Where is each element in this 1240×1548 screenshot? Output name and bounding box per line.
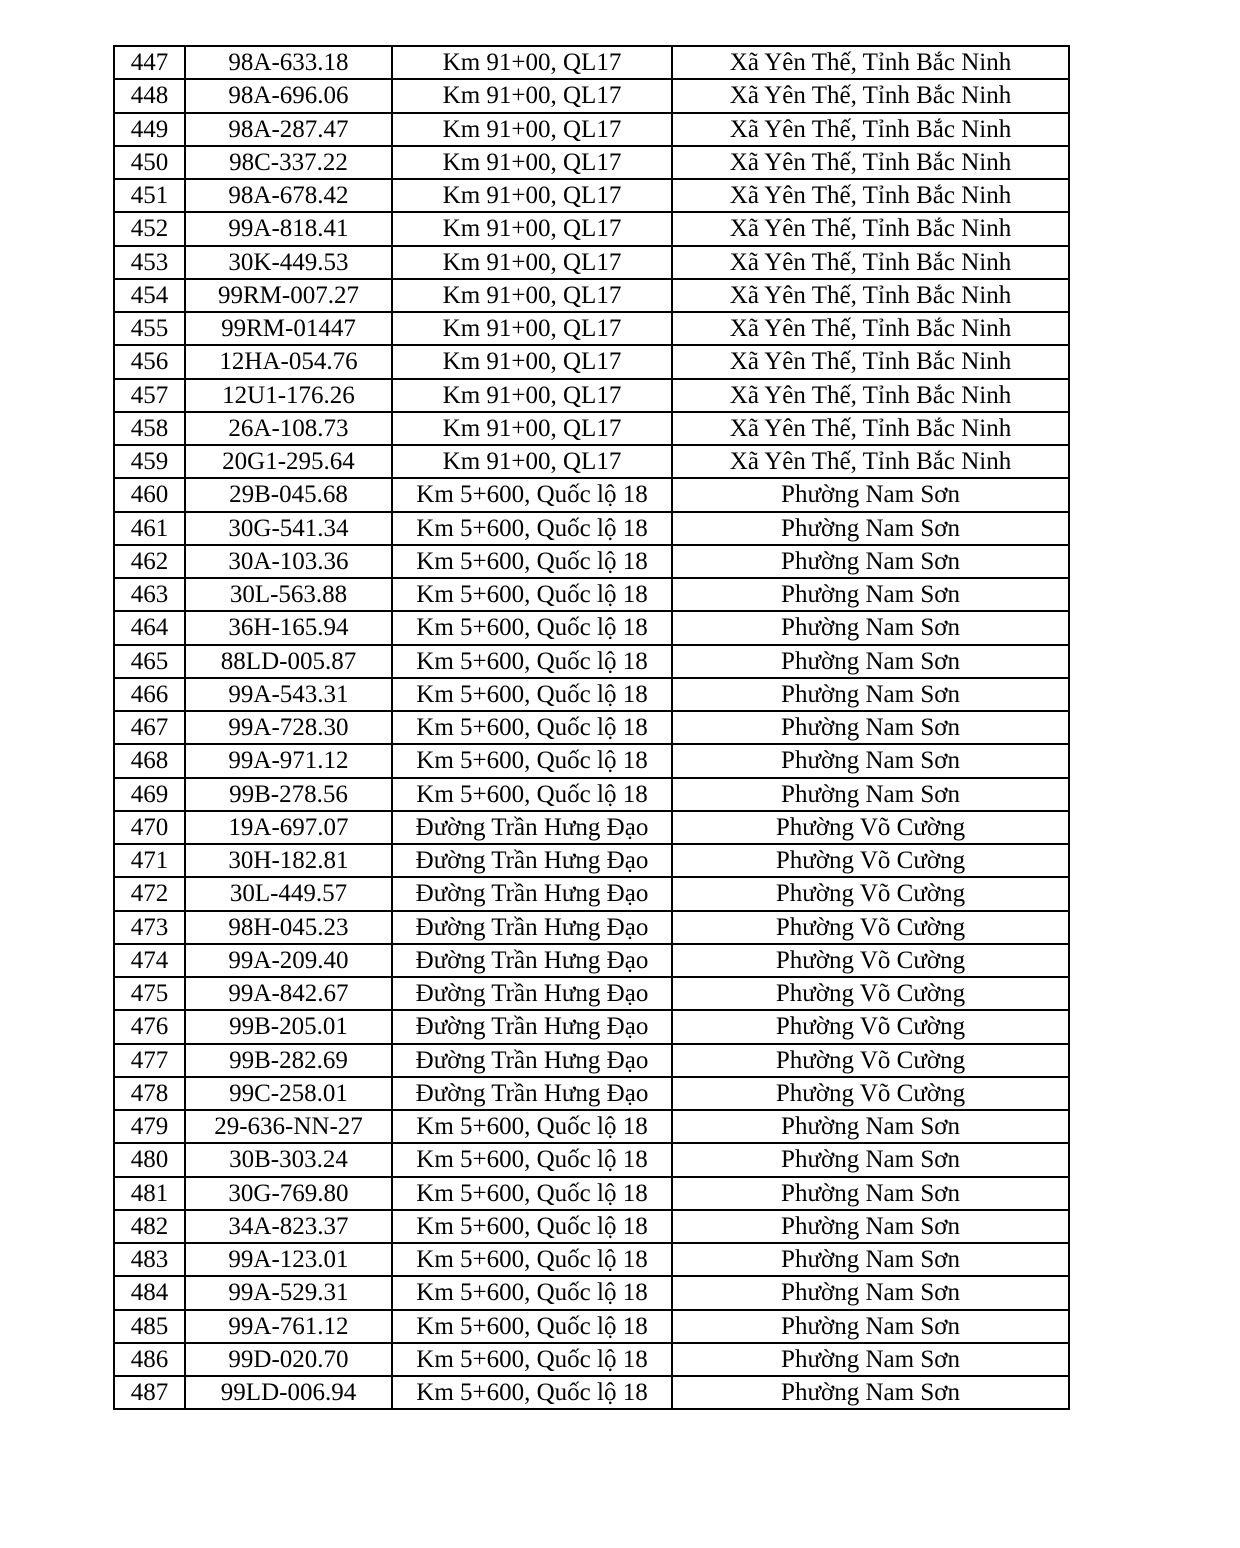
- table-row: [114, 645, 1069, 678]
- license-plate-cell: 99RM-007.27: [185, 279, 392, 312]
- ward-cell: Xã Yên Thế, Tỉnh Bắc Ninh: [672, 312, 1069, 345]
- violation-location-cell: Km 91+00, QL17: [392, 445, 672, 478]
- row-number-cell: 465: [114, 645, 185, 678]
- table-row: [114, 1343, 1069, 1376]
- license-plate-cell: 99B-282.69: [185, 1044, 392, 1077]
- row-number-cell: 483: [114, 1243, 185, 1276]
- ward-cell: Phường Nam Sơn: [672, 1110, 1069, 1143]
- row-number-cell: 452: [114, 212, 185, 245]
- table-row: [114, 911, 1069, 944]
- violation-location-cell: Km 5+600, Quốc lộ 18: [392, 1276, 672, 1309]
- violation-location-cell: Km 5+600, Quốc lộ 18: [392, 645, 672, 678]
- license-plate-cell: 99RM-01447: [185, 312, 392, 345]
- violation-location-cell: Km 5+600, Quốc lộ 18: [392, 778, 672, 811]
- ward-cell: Phường Nam Sơn: [672, 744, 1069, 777]
- license-plate-cell: 99A-543.31: [185, 678, 392, 711]
- ward-cell: Phường Võ Cường: [672, 1010, 1069, 1043]
- violation-location-cell: Đường Trần Hưng Đạo: [392, 877, 672, 910]
- license-plate-cell: 26A-108.73: [185, 412, 392, 445]
- table-row: [114, 1376, 1069, 1409]
- table-row: [114, 1077, 1069, 1110]
- row-number-cell: 473: [114, 911, 185, 944]
- license-plate-cell: 99A-123.01: [185, 1243, 392, 1276]
- row-number-cell: 450: [114, 146, 185, 179]
- row-number-cell: 459: [114, 445, 185, 478]
- table-row: [114, 279, 1069, 312]
- row-number-cell: 448: [114, 79, 185, 112]
- row-number-cell: 454: [114, 279, 185, 312]
- license-plate-cell: 30A-103.36: [185, 545, 392, 578]
- row-number-cell: 462: [114, 545, 185, 578]
- license-plate-cell: 99A-842.67: [185, 977, 392, 1010]
- violation-location-cell: Km 91+00, QL17: [392, 412, 672, 445]
- ward-cell: Xã Yên Thế, Tỉnh Bắc Ninh: [672, 46, 1069, 79]
- license-plate-cell: 30K-449.53: [185, 246, 392, 279]
- table-row: [114, 512, 1069, 545]
- ward-cell: Phường Võ Cường: [672, 1077, 1069, 1110]
- row-number-cell: 478: [114, 1077, 185, 1110]
- row-number-cell: 487: [114, 1376, 185, 1409]
- license-plate-cell: 99A-761.12: [185, 1310, 392, 1343]
- violation-location-cell: Km 91+00, QL17: [392, 345, 672, 378]
- ward-cell: Phường Nam Sơn: [672, 711, 1069, 744]
- table-row: [114, 1276, 1069, 1309]
- license-plate-cell: 98A-287.47: [185, 113, 392, 146]
- violation-location-cell: Km 91+00, QL17: [392, 179, 672, 212]
- ward-cell: Phường Nam Sơn: [672, 512, 1069, 545]
- violation-location-cell: Km 5+600, Quốc lộ 18: [392, 545, 672, 578]
- table-row: [114, 1110, 1069, 1143]
- ward-cell: Xã Yên Thế, Tỉnh Bắc Ninh: [672, 379, 1069, 412]
- violation-location-cell: Đường Trần Hưng Đạo: [392, 1010, 672, 1043]
- license-plate-cell: 19A-697.07: [185, 811, 392, 844]
- violation-location-cell: Km 91+00, QL17: [392, 279, 672, 312]
- ward-cell: Phường Nam Sơn: [672, 1276, 1069, 1309]
- row-number-cell: 474: [114, 944, 185, 977]
- ward-cell: Phường Nam Sơn: [672, 1210, 1069, 1243]
- violation-location-cell: Đường Trần Hưng Đạo: [392, 1044, 672, 1077]
- row-number-cell: 475: [114, 977, 185, 1010]
- table-row: [114, 46, 1069, 79]
- row-number-cell: 470: [114, 811, 185, 844]
- license-plate-cell: 30G-541.34: [185, 512, 392, 545]
- license-plate-cell: 99B-205.01: [185, 1010, 392, 1043]
- table-row: [114, 678, 1069, 711]
- row-number-cell: 481: [114, 1177, 185, 1210]
- ward-cell: Phường Võ Cường: [672, 877, 1069, 910]
- row-number-cell: 457: [114, 379, 185, 412]
- license-plate-cell: 30B-303.24: [185, 1143, 392, 1176]
- table-row: [114, 578, 1069, 611]
- table-row: [114, 811, 1069, 844]
- ward-cell: Phường Võ Cường: [672, 977, 1069, 1010]
- row-number-cell: 458: [114, 412, 185, 445]
- ward-cell: Xã Yên Thế, Tỉnh Bắc Ninh: [672, 113, 1069, 146]
- row-number-cell: 472: [114, 877, 185, 910]
- violation-location-cell: Km 91+00, QL17: [392, 113, 672, 146]
- row-number-cell: 464: [114, 611, 185, 644]
- table-row: [114, 844, 1069, 877]
- table-row: [114, 478, 1069, 511]
- row-number-cell: 480: [114, 1143, 185, 1176]
- ward-cell: Xã Yên Thế, Tỉnh Bắc Ninh: [672, 279, 1069, 312]
- ward-cell: Phường Võ Cường: [672, 844, 1069, 877]
- violation-location-cell: Km 91+00, QL17: [392, 312, 672, 345]
- violation-location-cell: Km 5+600, Quốc lộ 18: [392, 611, 672, 644]
- table-row: [114, 711, 1069, 744]
- table-row: [114, 1177, 1069, 1210]
- row-number-cell: 467: [114, 711, 185, 744]
- license-plate-cell: 20G1-295.64: [185, 445, 392, 478]
- violation-location-cell: Km 91+00, QL17: [392, 146, 672, 179]
- license-plate-cell: 98A-696.06: [185, 79, 392, 112]
- ward-cell: Phường Nam Sơn: [672, 778, 1069, 811]
- row-number-cell: 461: [114, 512, 185, 545]
- violation-location-cell: Đường Trần Hưng Đạo: [392, 844, 672, 877]
- license-plate-cell: 30H-182.81: [185, 844, 392, 877]
- license-plate-cell: 98C-337.22: [185, 146, 392, 179]
- table-row: [114, 212, 1069, 245]
- license-plate-cell: 99C-258.01: [185, 1077, 392, 1110]
- row-number-cell: 456: [114, 345, 185, 378]
- ward-cell: Phường Võ Cường: [672, 1044, 1069, 1077]
- violation-location-cell: Km 5+600, Quốc lộ 18: [392, 1143, 672, 1176]
- ward-cell: Phường Võ Cường: [672, 911, 1069, 944]
- license-plate-cell: 12U1-176.26: [185, 379, 392, 412]
- ward-cell: Xã Yên Thế, Tỉnh Bắc Ninh: [672, 246, 1069, 279]
- row-number-cell: 455: [114, 312, 185, 345]
- table-row: [114, 379, 1069, 412]
- license-plate-cell: 99A-971.12: [185, 744, 392, 777]
- table-row: [114, 412, 1069, 445]
- row-number-cell: 451: [114, 179, 185, 212]
- violation-location-cell: Đường Trần Hưng Đạo: [392, 811, 672, 844]
- violation-location-cell: Km 5+600, Quốc lộ 18: [392, 1243, 672, 1276]
- row-number-cell: 479: [114, 1110, 185, 1143]
- license-plate-cell: 98A-633.18: [185, 46, 392, 79]
- table-row: [114, 778, 1069, 811]
- table-row: [114, 146, 1069, 179]
- row-number-cell: 486: [114, 1343, 185, 1376]
- license-plate-cell: 99A-209.40: [185, 944, 392, 977]
- violation-location-cell: Km 5+600, Quốc lộ 18: [392, 1310, 672, 1343]
- ward-cell: Phường Nam Sơn: [672, 1177, 1069, 1210]
- table-row: [114, 1310, 1069, 1343]
- table-row: [114, 1143, 1069, 1176]
- table-row: [114, 445, 1069, 478]
- row-number-cell: 485: [114, 1310, 185, 1343]
- ward-cell: Xã Yên Thế, Tỉnh Bắc Ninh: [672, 445, 1069, 478]
- row-number-cell: 447: [114, 46, 185, 79]
- table-row: [114, 246, 1069, 279]
- table-row: [114, 179, 1069, 212]
- violations-table-body: [114, 46, 1069, 1409]
- ward-cell: Phường Nam Sơn: [672, 478, 1069, 511]
- table-row: [114, 1010, 1069, 1043]
- violations-table: [113, 45, 1070, 1410]
- license-plate-cell: 99A-529.31: [185, 1276, 392, 1309]
- row-number-cell: 466: [114, 678, 185, 711]
- row-number-cell: 468: [114, 744, 185, 777]
- table-row: [114, 113, 1069, 146]
- table-row: [114, 977, 1069, 1010]
- violation-location-cell: Km 5+600, Quốc lộ 18: [392, 478, 672, 511]
- license-plate-cell: 30G-769.80: [185, 1177, 392, 1210]
- violation-location-cell: Km 5+600, Quốc lộ 18: [392, 578, 672, 611]
- row-number-cell: 476: [114, 1010, 185, 1043]
- row-number-cell: 482: [114, 1210, 185, 1243]
- violation-location-cell: Km 5+600, Quốc lộ 18: [392, 1210, 672, 1243]
- row-number-cell: 453: [114, 246, 185, 279]
- violation-location-cell: Km 5+600, Quốc lộ 18: [392, 512, 672, 545]
- table-row: [114, 744, 1069, 777]
- row-number-cell: 471: [114, 844, 185, 877]
- violation-location-cell: Km 91+00, QL17: [392, 246, 672, 279]
- ward-cell: Phường Nam Sơn: [672, 645, 1069, 678]
- table-row: [114, 1210, 1069, 1243]
- row-number-cell: 484: [114, 1276, 185, 1309]
- table-row: [114, 1243, 1069, 1276]
- violation-location-cell: Km 5+600, Quốc lộ 18: [392, 711, 672, 744]
- ward-cell: Phường Nam Sơn: [672, 611, 1069, 644]
- license-plate-cell: 36H-165.94: [185, 611, 392, 644]
- violation-location-cell: Km 5+600, Quốc lộ 18: [392, 1376, 672, 1409]
- row-number-cell: 449: [114, 113, 185, 146]
- license-plate-cell: 99A-728.30: [185, 711, 392, 744]
- license-plate-cell: 34A-823.37: [185, 1210, 392, 1243]
- license-plate-cell: 30L-563.88: [185, 578, 392, 611]
- table-row: [114, 1044, 1069, 1077]
- license-plate-cell: 98A-678.42: [185, 179, 392, 212]
- ward-cell: Phường Nam Sơn: [672, 1310, 1069, 1343]
- violation-location-cell: Đường Trần Hưng Đạo: [392, 911, 672, 944]
- violation-location-cell: Km 5+600, Quốc lộ 18: [392, 1343, 672, 1376]
- license-plate-cell: 99D-020.70: [185, 1343, 392, 1376]
- row-number-cell: 469: [114, 778, 185, 811]
- row-number-cell: 463: [114, 578, 185, 611]
- license-plate-cell: 99A-818.41: [185, 212, 392, 245]
- license-plate-cell: 30L-449.57: [185, 877, 392, 910]
- license-plate-cell: 29-636-NN-27: [185, 1110, 392, 1143]
- ward-cell: Phường Nam Sơn: [672, 678, 1069, 711]
- violation-location-cell: Đường Trần Hưng Đạo: [392, 977, 672, 1010]
- ward-cell: Phường Võ Cường: [672, 944, 1069, 977]
- violation-location-cell: Đường Trần Hưng Đạo: [392, 1077, 672, 1110]
- ward-cell: Phường Nam Sơn: [672, 545, 1069, 578]
- license-plate-cell: 12HA-054.76: [185, 345, 392, 378]
- ward-cell: Xã Yên Thế, Tỉnh Bắc Ninh: [672, 179, 1069, 212]
- table-row: [114, 79, 1069, 112]
- ward-cell: Phường Nam Sơn: [672, 1143, 1069, 1176]
- row-number-cell: 460: [114, 478, 185, 511]
- violation-location-cell: Km 5+600, Quốc lộ 18: [392, 678, 672, 711]
- ward-cell: Phường Nam Sơn: [672, 1343, 1069, 1376]
- ward-cell: Xã Yên Thế, Tỉnh Bắc Ninh: [672, 79, 1069, 112]
- ward-cell: Xã Yên Thế, Tỉnh Bắc Ninh: [672, 412, 1069, 445]
- ward-cell: Phường Nam Sơn: [672, 1376, 1069, 1409]
- violation-location-cell: Km 5+600, Quốc lộ 18: [392, 1110, 672, 1143]
- violation-location-cell: Km 91+00, QL17: [392, 379, 672, 412]
- violation-location-cell: Km 91+00, QL17: [392, 46, 672, 79]
- ward-cell: Phường Nam Sơn: [672, 1243, 1069, 1276]
- license-plate-cell: 88LD-005.87: [185, 645, 392, 678]
- ward-cell: Xã Yên Thế, Tỉnh Bắc Ninh: [672, 345, 1069, 378]
- table-row: [114, 545, 1069, 578]
- ward-cell: Xã Yên Thế, Tỉnh Bắc Ninh: [672, 212, 1069, 245]
- license-plate-cell: 98H-045.23: [185, 911, 392, 944]
- license-plate-cell: 29B-045.68: [185, 478, 392, 511]
- violation-location-cell: Đường Trần Hưng Đạo: [392, 944, 672, 977]
- violation-location-cell: Km 91+00, QL17: [392, 212, 672, 245]
- table-row: [114, 312, 1069, 345]
- violation-location-cell: Km 91+00, QL17: [392, 79, 672, 112]
- ward-cell: Phường Võ Cường: [672, 811, 1069, 844]
- table-row: [114, 944, 1069, 977]
- row-number-cell: 477: [114, 1044, 185, 1077]
- license-plate-cell: 99B-278.56: [185, 778, 392, 811]
- table-row: [114, 877, 1069, 910]
- violation-location-cell: Km 5+600, Quốc lộ 18: [392, 744, 672, 777]
- table-row: [114, 345, 1069, 378]
- ward-cell: Phường Nam Sơn: [672, 578, 1069, 611]
- table-row: [114, 611, 1069, 644]
- violation-location-cell: Km 5+600, Quốc lộ 18: [392, 1177, 672, 1210]
- license-plate-cell: 99LD-006.94: [185, 1376, 392, 1409]
- ward-cell: Xã Yên Thế, Tỉnh Bắc Ninh: [672, 146, 1069, 179]
